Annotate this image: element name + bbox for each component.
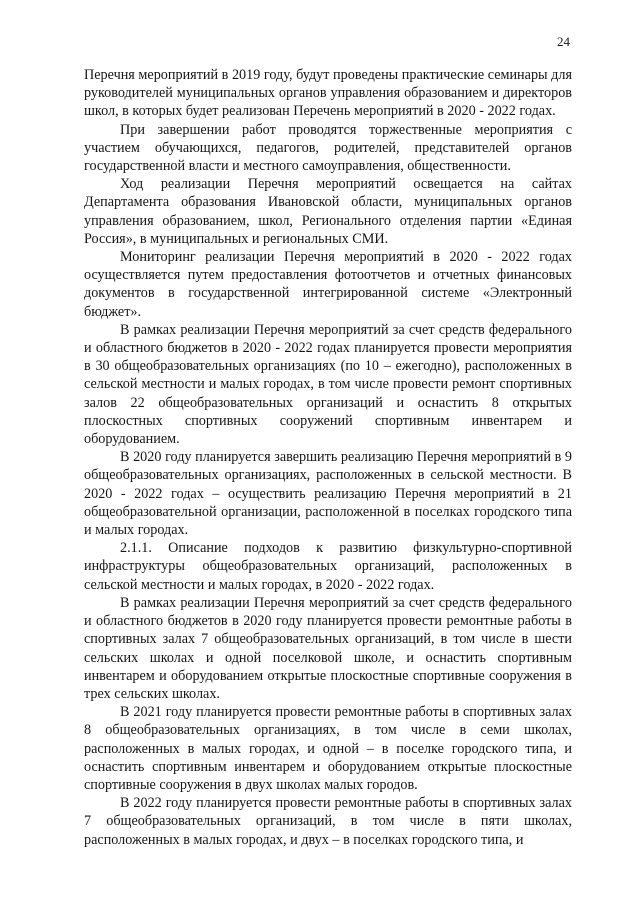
paragraph-ceremonies: При завершении работ проводятся торжественные мероприятия с участием обучающихся, педагогов, родителей, представителей органов государственной власти и местного самоуправления, общественности. [84,121,572,175]
paragraph-media-coverage: Ход реализации Перечня мероприятий освещается на сайтах Департамента образования Ивановской области, муниципальных органов управления образованием, школ, Регионального отделения партии «Единая Россия», в муниципальных и региональных СМИ. [84,176,572,247]
paragraph-2022-repairs: В 2022 году планируется провести ремонтные работы в спортивных залах 7 общеобразовательных организаций, в том числе в пяти школах, расположенных в малых городах, и двух – в поселках городского типа, и [84,795,572,848]
paragraph-2021-repairs: В 2021 году планируется провести ремонтные работы в спортивных залах 8 общеобразовательных организациях, в том числе в семи школах, расположенных в малых городах, и одной – в поселке городского типа, и оснастить спортивным инвентарем и оборудованием открытые плоскостные спортивные сооружения в двух школах малых городов. [84,704,572,793]
paragraph-budget-plan: В рамках реализации Перечня мероприятий за счет средств федерального и областного бюджетов в 2020 - 2022 годах планируется провести мероприятия в 30 общеобразовательных организациях (по 10 – ежегодно), расположенных в сельской местности и малых городах, в том числе провести ремонт спортивных залов 22 общеобразовательных организаций и оснастить 8 открытых плоскостных спортивных сооружений спортивным инвентарем и оборудованием. [84,321,572,448]
document-body [84,66,572,849]
paragraph-monitoring: Мониторинг реализации Перечня мероприятий в 2020 - 2022 годах осуществляется путем предоставления фотоотчетов и отчетных финансовых документов в государственной интегрированной системе «Электронный бюджет». [84,249,572,320]
paragraph-2020-repairs: В рамках реализации Перечня мероприятий за счет средств федерального и областного бюджетов в 2020 году планируется провести ремонтные работы в спортивных залах 7 общеобразовательных организаций, в том числе в шести сельских школах и одной поселковой школе, и оснастить спортивным инвентарем и оборудованием открытые плоскостные спортивные сооружения в трех сельских школах. [84,594,572,702]
paragraph-2020-plan: В 2020 году планируется завершить реализацию Перечня мероприятий в 9 общеобразовательных организациях, расположенных в сельской местности. В 2020 - 2022 годах – осуществить реализацию Перечня мероприятий в 21 общеобразовательной организации, расположенной в поселках городского типа и малых городах. [84,449,572,539]
paragraph-continuation: Перечня мероприятий в 2019 году, будут проведены практические семинары для руководителей муниципальных органов управления образованием и директоров школ, в которых будет реализован Перечень мероприятий в 2020 - 2022 годах. [84,67,572,120]
section-heading-2-1-1: 2.1.1. Описание подходов к развитию физкультурно-спортивной инфраструктуры общеобразовательных организаций, расположенных в сельской местности и малых городах, в 2020 - 2022 годах. [84,540,572,593]
page-number: 24 [557,34,570,49]
